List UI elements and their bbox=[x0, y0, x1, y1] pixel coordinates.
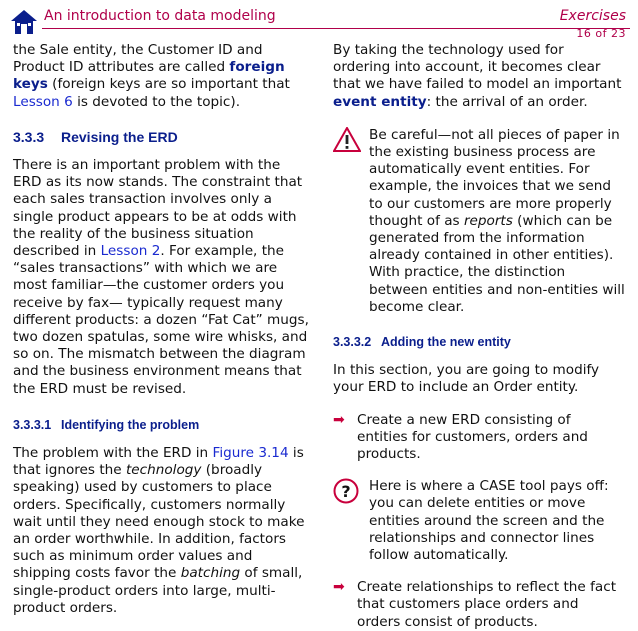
technology-paragraph bbox=[333, 42, 625, 111]
emphasis-technology: technology bbox=[125, 462, 202, 479]
tip-note-text: Here is where a CASE tool pays off: you can delete entities or move entities around the screen and the relationships and connector lines follow automatically. bbox=[369, 478, 609, 564]
text: the Sale entity, the Customer ID and Product ID attributes are called bbox=[13, 42, 263, 76]
tip-note bbox=[333, 478, 625, 564]
keyword-event-entity: event entity bbox=[333, 93, 427, 110]
text: . For example, the “sales transactions” with which we are most familiar—the customer orders you receive by fax— typically request many different products: a dozen “Fat Cat” mugs, two dozen spatulas, some wire whisks, and so on. The mismatch between the diagram and the business environment means that the ERD must be revised. bbox=[13, 243, 309, 397]
header-divider bbox=[42, 28, 630, 29]
section-number: 3.3.3.1 bbox=[13, 417, 52, 432]
section-title: Identifying the problem bbox=[61, 417, 200, 432]
section-number: 3.3.3.2 bbox=[333, 335, 372, 350]
instruction-bullet bbox=[333, 412, 625, 464]
text: is that ignores the bbox=[13, 445, 304, 479]
text: Be careful—not all pieces of paper in the existing business process are automatically event entities. For example, the invoices that we send to our customers are more properly thought of as bbox=[369, 126, 620, 229]
caution-note-text bbox=[369, 127, 625, 316]
lesson-6-link[interactable]: Lesson 6 bbox=[13, 93, 73, 110]
section-heading-3-3-3-2 bbox=[333, 334, 625, 351]
home-icon[interactable] bbox=[10, 9, 38, 35]
text: is devoted to the topic). bbox=[72, 93, 241, 110]
right-column bbox=[333, 42, 625, 631]
text: : the arrival of an order. bbox=[426, 93, 588, 110]
text: By taking the technology used for ordering into account, it becomes clear that we have failed to model an important bbox=[333, 42, 622, 93]
text: of small, single-product orders into large, multi-product orders. bbox=[13, 565, 303, 616]
tip-icon-wrap bbox=[333, 478, 369, 564]
lesson-2-link[interactable]: Lesson 2 bbox=[100, 243, 161, 260]
text: (foreign keys are so important that bbox=[47, 76, 290, 93]
section-title: Revising the ERD bbox=[61, 128, 178, 145]
text: There is an important problem with the ERD as its now stands. The constraint that each sales transaction involves only a single product appears to be at odds with the reality of the business situation described in bbox=[13, 157, 303, 260]
figure-3-14-link[interactable]: Figure 3.14 bbox=[212, 445, 289, 462]
text: (which can be generated from the information already contained in other entities). With practice, the distinction between entities and non-entities will become clear. bbox=[369, 212, 625, 315]
section-heading-3-3-3-1 bbox=[13, 417, 311, 434]
emphasis-batching: batching bbox=[180, 565, 241, 582]
revising-paragraph bbox=[13, 157, 311, 398]
emphasis-reports: reports bbox=[463, 212, 513, 229]
document-title: An introduction to data modeling bbox=[44, 8, 276, 24]
pointer-arrow-icon: ➡ bbox=[333, 579, 345, 596]
text: The problem with the ERD in bbox=[13, 445, 213, 462]
section-number: 3.3.3 bbox=[13, 128, 45, 145]
svg-text:?: ? bbox=[341, 482, 351, 502]
section-title: Adding the new entity bbox=[381, 335, 511, 350]
text: (broadly speaking) used by customers to place orders. Specifically, customers normally wait until they need enough stock to make an order worthwhile. In addition, factors such as minimum order values and shipping costs favor the bbox=[13, 462, 305, 582]
section-heading-3-3-3 bbox=[13, 129, 311, 146]
bullet-text: Create relationships to reflect the fact that customers place orders and orders consist of products. bbox=[357, 579, 617, 630]
caution-note bbox=[333, 127, 625, 316]
caution-icon-wrap bbox=[333, 127, 369, 316]
instruction-bullet bbox=[333, 579, 625, 631]
question-mark-icon bbox=[333, 478, 359, 504]
modify-paragraph: In this section, you are going to modify your ERD to include an Order entity. bbox=[333, 362, 600, 396]
page-number: 16 of 23 bbox=[576, 27, 626, 40]
pointer-arrow-icon: ➡ bbox=[333, 411, 345, 428]
left-column bbox=[13, 42, 311, 617]
bullet-text: Create a new ERD consisting of entities for customers, orders and products. bbox=[357, 411, 588, 463]
intro-paragraph bbox=[13, 42, 311, 111]
problem-paragraph bbox=[13, 445, 311, 617]
keyword-foreign-keys: foreign keys bbox=[13, 59, 285, 93]
section-name: Exercises bbox=[559, 8, 626, 24]
warning-triangle-icon bbox=[333, 127, 361, 153]
